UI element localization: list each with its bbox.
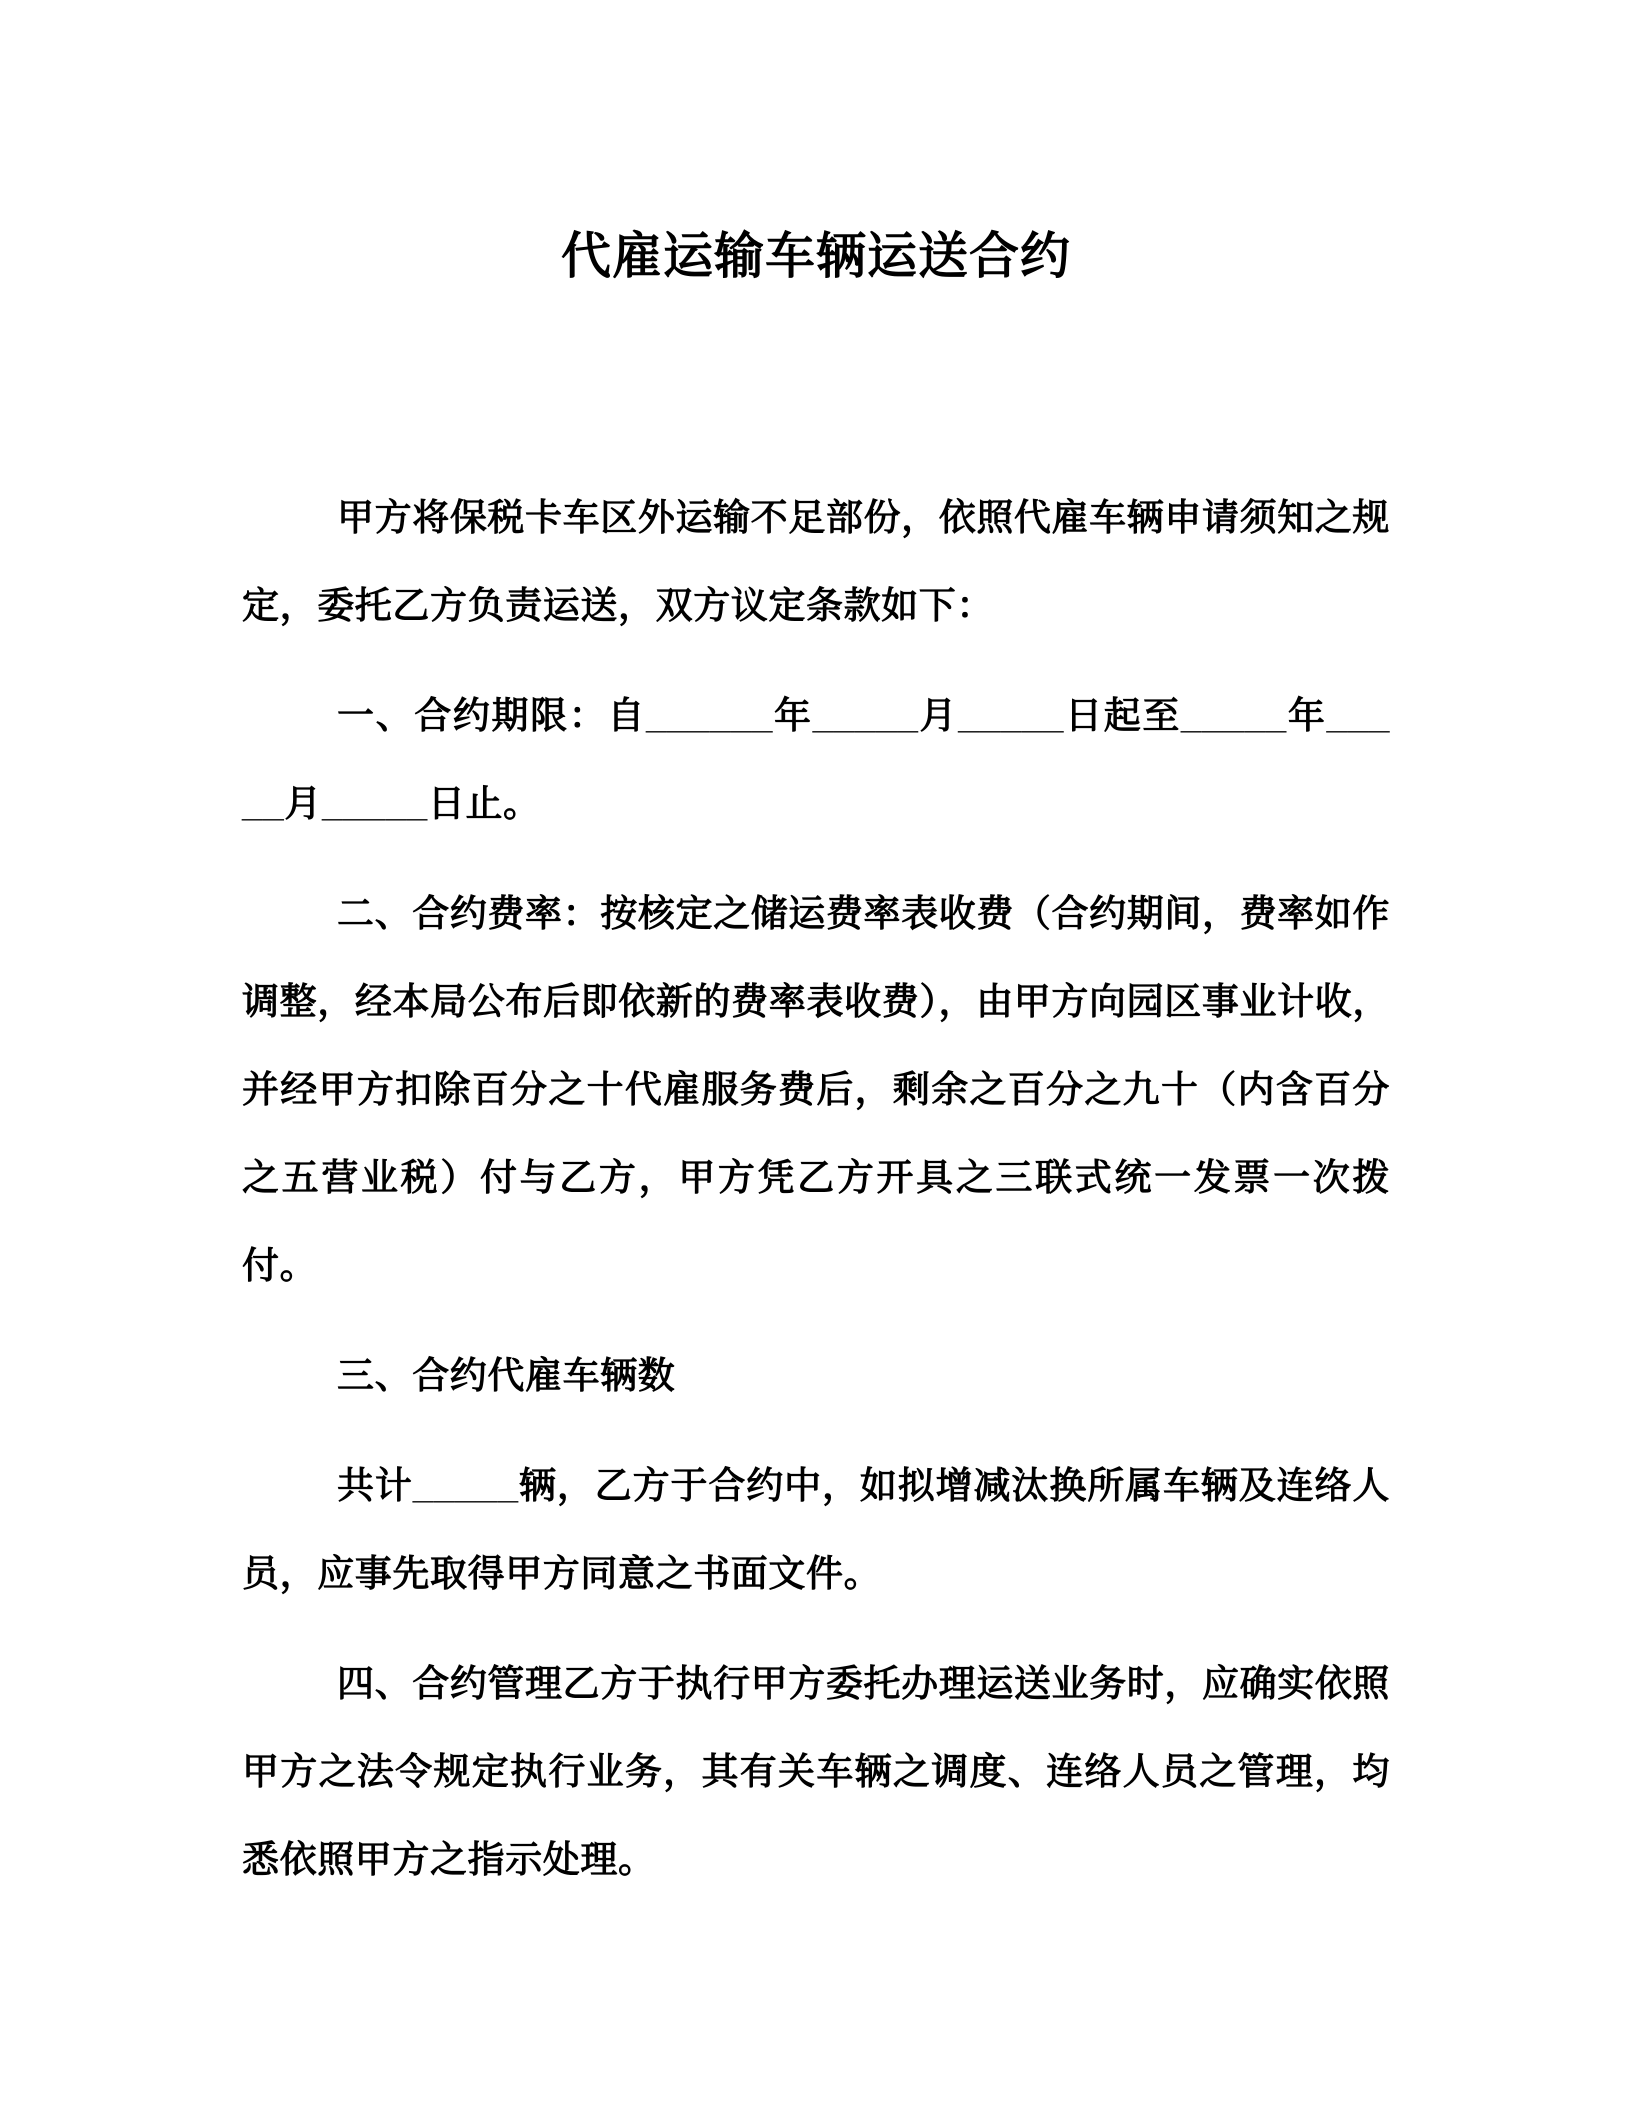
clause-1-contract-term: 一、合约期限：自______年_____月_____日起至_____年_____月_____日止。 [242, 695, 1390, 824]
clause-4-contract-management: 四、合约管理乙方于执行甲方委托办理运送业务时，应确实依照甲方之法令规定执行业务，其有关车辆之调度、连络人员之管理，均悉依照甲方之指示处理。 [242, 1663, 1390, 1880]
clause-3-vehicle-count-body: 共计_____辆，乙方于合约中，如拟增减汰换所属车辆及连络人员，应事先取得甲方同意之书面文件。 [242, 1465, 1390, 1594]
intro-paragraph: 甲方将保税卡车区外运输不足部份，依照代雇车辆申请须知之规定，委托乙方负责运送，双方议定条款如下： [242, 497, 1390, 626]
page-title: 代雇运输车辆运送合约 [561, 228, 1071, 284]
clause-3-vehicle-count-heading: 三、合约代雇车辆数 [337, 1355, 676, 1396]
clause-2-contract-rate: 二、合约费率：按核定之储运费率表收费（合约期间，费率如作调整，经本局公布后即依新的费率表收费），由甲方向园区事业计收，并经甲方扣除百分之十代雇服务费后，剩余之百分之九十（内含百分之五营业税）付与乙方，甲方凭乙方开具之三联式统一发票一次拨付。 [242, 893, 1390, 1286]
